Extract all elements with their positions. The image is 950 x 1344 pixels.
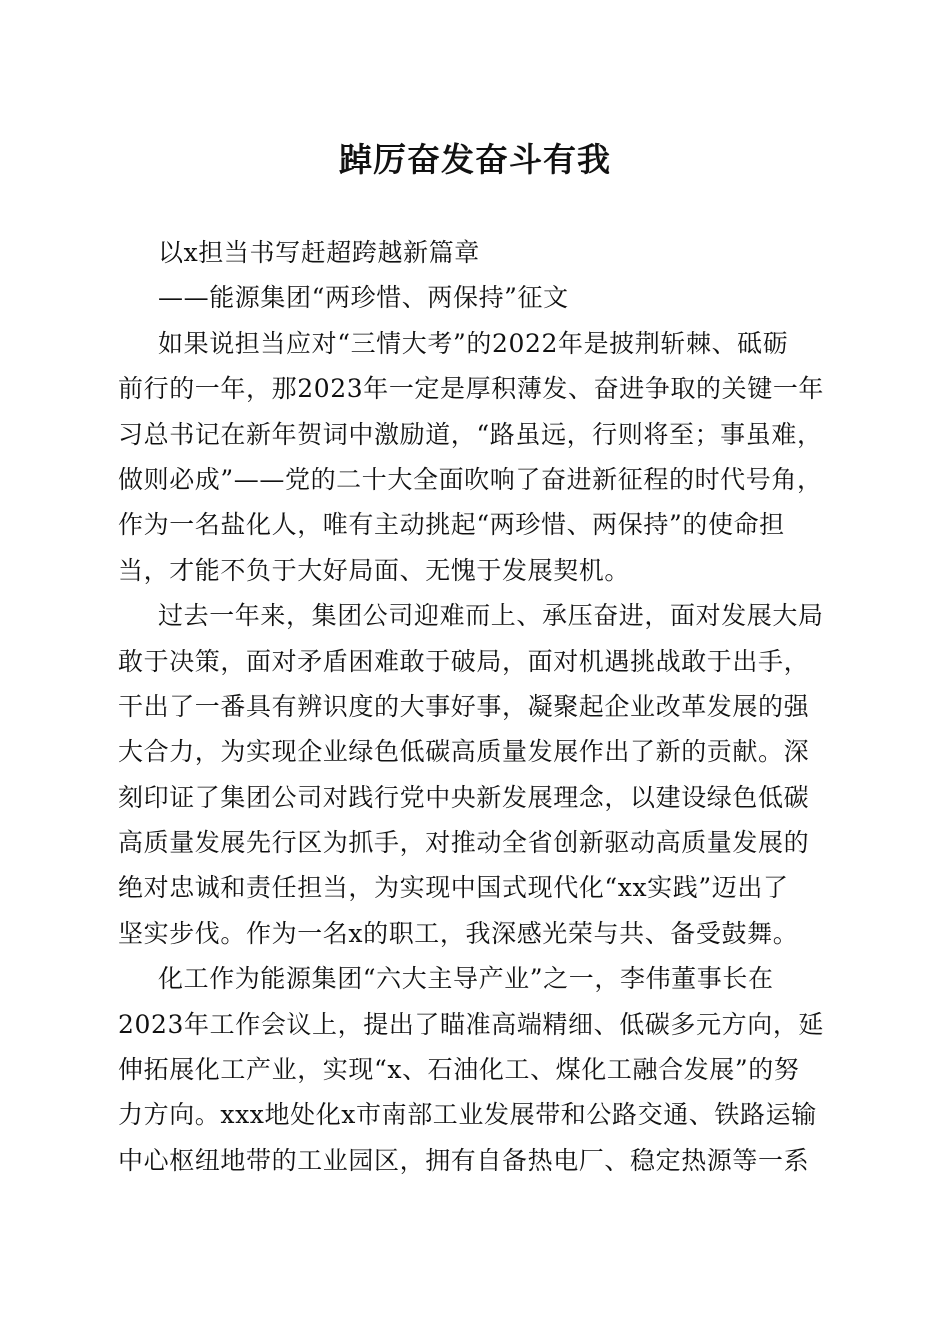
paragraph-line: 力方向。xxx地处化x市南部工业发展带和公路交通、铁路运输	[118, 1100, 817, 1130]
paragraph-line: 伸拓展化工产业，实现“x、石油化工、煤化工融合发展”的努	[118, 1055, 800, 1085]
document-title: 踔厉奋发奋斗有我	[339, 140, 611, 179]
paragraph-line: 坚实步伐。作为一名x的职工，我深感光荣与共、备受鼓舞。	[118, 918, 799, 948]
paragraph-line: 前行的一年，那2023年一定是厚积薄发、奋进争取的关键一年	[118, 374, 825, 404]
paragraph-line: 如果说担当应对“三情大考”的2022年是披荆斩棘、砥砺	[158, 328, 789, 358]
paragraph-line: 习总书记在新年贺词中激励道，“路虽远，行则将至；事虽难，	[118, 419, 823, 449]
paragraph-line: 当，才能不负于大好局面、无愧于发展契机。	[118, 555, 631, 585]
paragraph-line: 化工作为能源集团“六大主导产业”之一，李伟董事长在	[158, 964, 774, 994]
paragraph-line: 过去一年来，集团公司迎难而上、承压奋进，面对发展大局	[158, 601, 824, 631]
paragraph-line: 刻印证了集团公司对践行党中央新发展理念，以建设绿色低碳	[118, 782, 810, 812]
paragraph-line: 2023年工作会议上，提出了瞄准高端精细、低碳多元方向，延	[118, 1009, 825, 1039]
paragraph-line: 干出了一番具有辨识度的大事好事，凝聚起企业改革发展的强	[118, 691, 810, 721]
subtitle-line: ——能源集团“两珍惜、两保持”征文	[158, 283, 569, 313]
document-body	[118, 230, 838, 1183]
paragraph-line: 高质量发展先行区为抓手，对推动全省创新驱动高质量发展的	[118, 828, 810, 858]
paragraph-line: 绝对忠诚和责任担当，为实现中国式现代化“xx实践”迈出了	[118, 873, 789, 903]
subtitle-line: 以x担当书写赶超跨越新篇章	[158, 238, 480, 267]
paragraph-line: 做则必成”——党的二十大全面吹响了奋进新征程的时代号角，	[118, 464, 823, 494]
paragraph-line: 作为一名盐化人，唯有主动挑起“两珍惜、两保持”的使命担	[118, 510, 785, 540]
paragraph-line: 大合力，为实现企业绿色低碳高质量发展作出了新的贡献。深	[118, 737, 810, 767]
paragraph-line: 中心枢纽地带的工业园区，拥有自备热电厂、稳定热源等一系	[118, 1145, 810, 1175]
paragraph-line: 敢于决策，面对矛盾困难敢于破局，面对机遇挑战敢于出手，	[118, 646, 810, 676]
